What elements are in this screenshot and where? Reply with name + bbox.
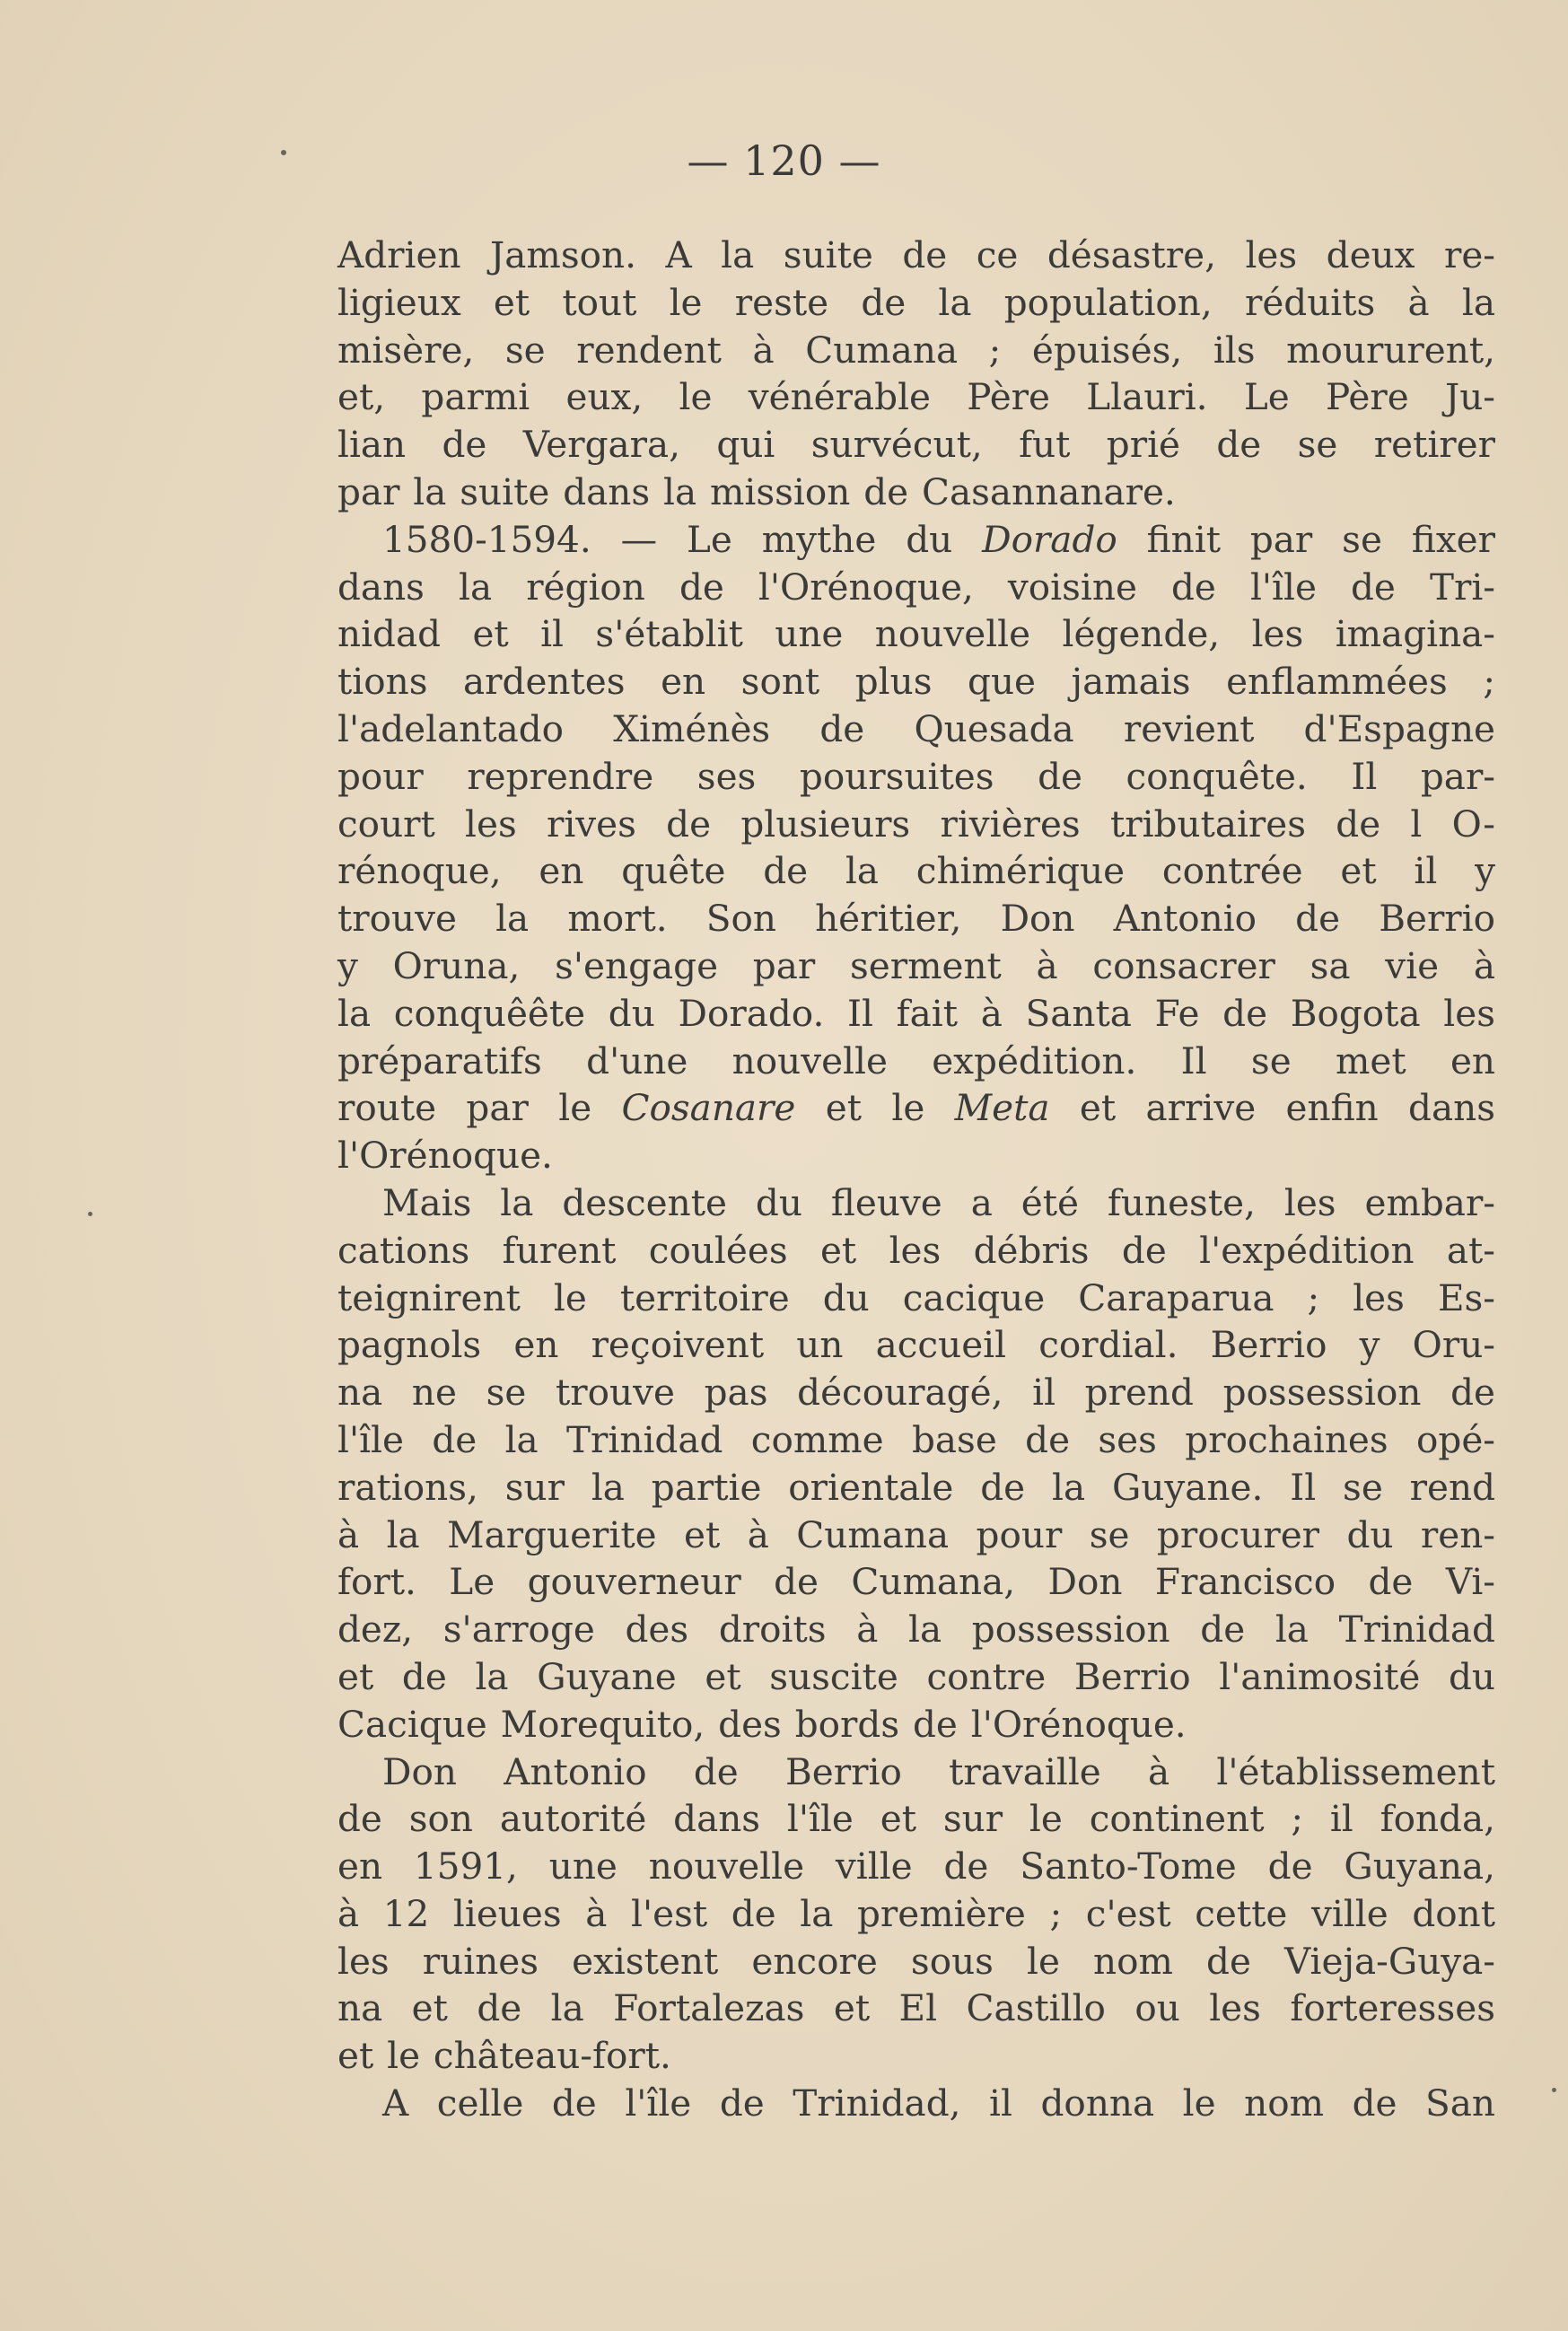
italic-term: Cosanare [621,1086,796,1130]
text-segment: de son autorité dans l'île et sur le continent ; il fonda, [337,1797,1495,1841]
text-line [337,327,1495,374]
body-text [337,232,1495,2127]
text-segment: Adrien Jamson. A la suite de ce désastre, les deux re- [337,233,1495,276]
text-segment: et le château-fort. [337,2034,671,2078]
text-line [337,421,1495,469]
text-segment: par la suite dans la mission de Casannanare. [337,469,1176,513]
text-line [337,1464,1495,1512]
text-line [337,1275,1495,1322]
text-segment: court les rives de plusieurs rivières tributaires de l O- [337,802,1495,846]
text-line [337,1985,1495,2032]
text-line [337,1132,1495,1179]
text-segment: en 1591, une nouvelle ville de Santo-Tome de Guyana, [337,1845,1495,1888]
page-number: — 120 — [687,136,881,185]
text-line [337,1795,1495,1843]
text-line [337,1701,1495,1748]
text-segment: l'Orénoque. [337,1134,553,1178]
italic-term: Dorado [982,517,1117,561]
text-segment: cations furent coulées et les débris de l'expédition at- [337,1228,1495,1272]
text-line [337,1512,1495,1559]
text-segment: dez, s'arroge des droits à la possession de la Trinidad [337,1608,1495,1652]
text-line [337,1606,1495,1653]
text-segment: Don Antonio de Berrio travaille à l'établissement [382,1749,1495,1793]
text-segment: et le [795,1086,955,1130]
text-segment: la conquêête du Dorado. Il fait à Santa Fe de Bogota les [337,991,1495,1035]
text-segment: tions ardentes en sont plus que jamais enflammées ; [337,660,1495,704]
text-line [337,2080,1495,2127]
text-segment: A celle de l'île de Trinidad, il donna le nom de San [382,2081,1495,2125]
text-line [337,847,1495,895]
text-line [337,373,1495,421]
text-segment: y Oruna, s'engage par serment à consacrer sa vie à [337,943,1495,987]
text-line [337,1748,1495,1796]
text-segment: rations, sur la partie orientale de la Guyane. Il se rend [337,1465,1495,1509]
italic-term: Meta [954,1086,1050,1130]
text-line [337,1653,1495,1701]
text-segment: 1580-1594. — Le mythe du [382,517,983,561]
text-line [337,1890,1495,1938]
text-segment: ligieux et tout le reste de la population, réduits à la [337,280,1495,324]
text-segment: nidad et il s'établit une nouvelle légende, les imagina- [337,612,1495,656]
text-line [337,895,1495,942]
text-segment: les ruines existent encore sous le nom de Vieja-Guya- [337,1939,1495,1983]
paper-speck [88,1212,92,1216]
text-line [337,564,1495,611]
text-line [337,1227,1495,1275]
text-line [337,1038,1495,1085]
text-segment: et de la Guyane et suscite contre Berrio l'animosité du [337,1654,1495,1698]
text-line [337,469,1495,516]
text-segment: finit par se fixer [1117,517,1495,561]
text-line [337,1369,1495,1416]
text-segment: na ne se trouve pas découragé, il prend possession de [337,1371,1495,1415]
text-segment: l'adelantado Ximénès de Quesada revient d'Espagne [337,706,1495,750]
text-segment: à 12 lieues à l'est de la première ; c'est cette ville dont [337,1891,1495,1935]
text-segment: fort. Le gouverneur de Cumana, Don Francisco de Vi- [337,1560,1495,1604]
text-line [337,658,1495,705]
text-line [337,279,1495,327]
text-segment: lian de Vergara, qui survécut, fut prié de se retirer [337,423,1495,467]
text-line [337,1558,1495,1606]
text-line [337,1321,1495,1369]
text-segment: et, parmi eux, le vénérable Père Llauri. Le Père Ju- [337,375,1495,419]
text-line [337,705,1495,753]
text-line [337,1416,1495,1464]
text-segment: pagnols en reçoivent un accueil cordial. Berrio y Oru- [337,1323,1495,1367]
text-line [337,753,1495,801]
text-segment: et arrive enfin dans [1049,1086,1495,1130]
text-segment: préparatifs d'une nouvelle expédition. Il se met en [337,1038,1495,1082]
text-line [337,942,1495,990]
text-line [337,610,1495,658]
text-line [337,1938,1495,1985]
text-segment: na et de la Fortalezas et El Castillo ou les forteresses [337,1986,1495,2030]
text-segment: l'île de la Trinidad comme base de ses prochaines opé- [337,1417,1495,1461]
paper-speck [281,150,286,155]
text-segment: dans la région de l'Orénoque, voisine de l'île de Tri- [337,565,1495,609]
text-line [337,801,1495,848]
text-segment: rénoque, en quête de la chimérique contrée et il y [337,849,1495,893]
text-line [337,1179,1495,1227]
text-segment: pour reprendre ses poursuites de conquête. Il par- [337,754,1495,798]
text-line [337,990,1495,1038]
text-segment: misère, se rendent à Cumana ; épuisés, ils moururent, [337,328,1495,372]
text-segment: à la Marguerite et à Cumana pour se procurer du ren- [337,1512,1495,1556]
text-line [337,516,1495,564]
paper-speck [1552,2088,1556,2092]
text-line [337,1843,1495,1890]
text-segment: trouve la mort. Son héritier, Don Antonio de Berrio [337,897,1495,941]
text-segment: teignirent le territoire du cacique Caraparua ; les Es- [337,1275,1495,1319]
text-line [337,1084,1495,1132]
text-line [337,232,1495,279]
text-segment: route par le [337,1086,622,1130]
text-segment: Mais la descente du fleuve a été funeste, les embar- [382,1180,1495,1224]
text-segment: Cacique Morequito, des bords de l'Orénoque. [337,1702,1187,1746]
text-line [337,2032,1495,2080]
